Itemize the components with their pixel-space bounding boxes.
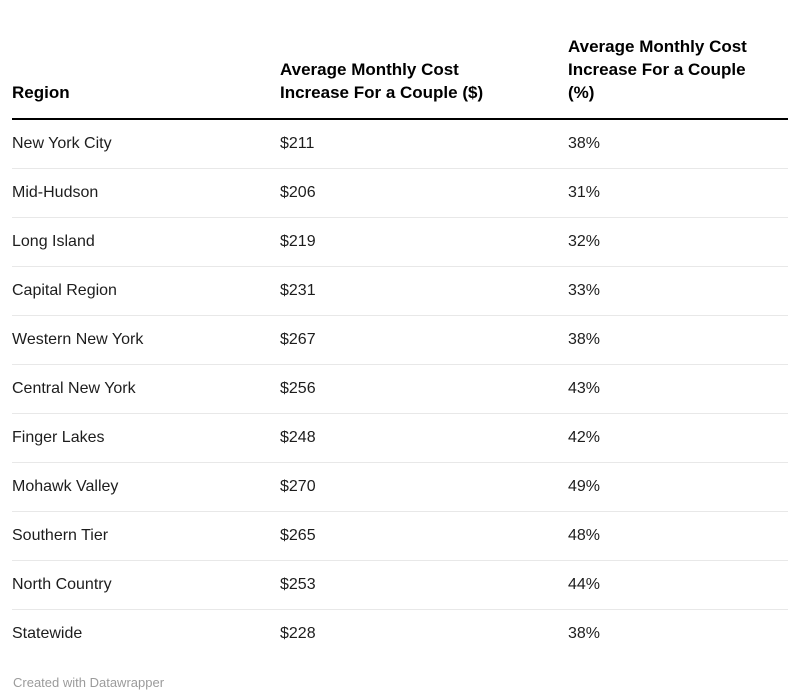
region-cell: Capital Region [12, 267, 280, 316]
dollar-cell: $253 [280, 561, 568, 610]
header-line: Region [12, 83, 70, 102]
dollar-cell: $248 [280, 414, 568, 463]
table-row [12, 561, 788, 610]
dollar-cell: $256 [280, 365, 568, 414]
region-cell: Mohawk Valley [12, 463, 280, 512]
dollar-cell: $265 [280, 512, 568, 561]
percent-cell: 42% [568, 414, 788, 463]
datawrapper-credit-link[interactable]: Created with Datawrapper [13, 675, 165, 690]
percent-cell: 32% [568, 218, 788, 267]
percent-cell: 49% [568, 463, 788, 512]
table-row [12, 316, 788, 365]
percent-cell: 33% [568, 267, 788, 316]
dollar-cell: $228 [280, 625, 316, 642]
table-body [12, 119, 788, 658]
region-cell: Central New York [12, 365, 280, 414]
percent-cell: 38% [568, 316, 788, 365]
header-line: Increase For a Couple ($) [280, 83, 484, 102]
region-cell: New York City [12, 119, 280, 169]
dollar-cell: $206 [280, 169, 568, 218]
percent-cell: 38% [568, 119, 788, 169]
table-row [12, 169, 788, 218]
table-row [12, 414, 788, 463]
column-header-region [12, 12, 280, 119]
region-cell: North Country [12, 561, 280, 610]
percent-cell: 31% [568, 169, 788, 218]
table-row [12, 512, 788, 561]
percent-cell: 38% [568, 625, 601, 642]
region-cell: Finger Lakes [12, 414, 280, 463]
region-cell: Western New York [12, 316, 280, 365]
percent-cell: 44% [568, 561, 788, 610]
table-row [12, 267, 788, 316]
column-header-percent-increase [568, 12, 788, 119]
dollar-cell: $267 [280, 316, 568, 365]
header-row [12, 12, 788, 119]
region-cell: Southern Tier [12, 512, 280, 561]
header-line: Average Monthly Cost [280, 60, 459, 79]
table-row [12, 119, 788, 169]
region-cell: Mid-Hudson [12, 169, 280, 218]
dollar-cell: $219 [280, 218, 568, 267]
table-header [12, 12, 788, 119]
table-row [12, 365, 788, 414]
table-row [12, 463, 788, 512]
region-cell: Long Island [12, 218, 280, 267]
table-row [12, 218, 788, 267]
header-line: Increase For a Couple [568, 60, 746, 79]
cost-increase-table [12, 12, 788, 658]
header-line: (%) [568, 83, 595, 102]
dollar-cell: $270 [280, 463, 568, 512]
dollar-cell: $231 [280, 267, 568, 316]
column-header-dollar-increase [280, 12, 568, 119]
table-row [12, 610, 788, 659]
percent-cell: 43% [568, 365, 788, 414]
region-cell: Statewide [12, 625, 83, 642]
header-line: Average Monthly Cost [568, 37, 747, 56]
dollar-cell: $211 [280, 119, 568, 169]
percent-cell: 48% [568, 512, 788, 561]
